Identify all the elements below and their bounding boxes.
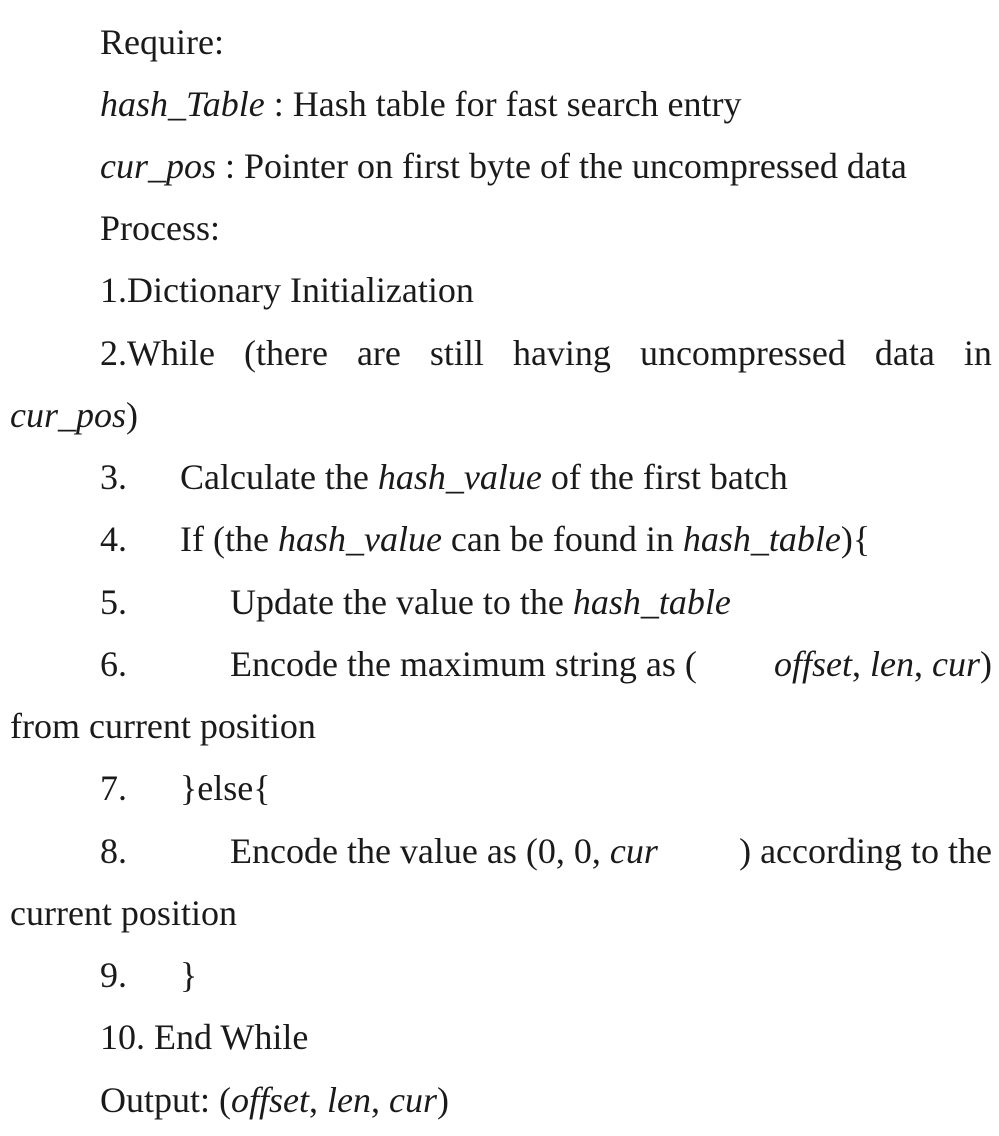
step-6-continuation: from current position [10, 706, 316, 746]
step-text: Update the value to the [230, 582, 573, 622]
hash-table-param [100, 86, 742, 122]
hash-value-var: hash_value [377, 457, 542, 497]
hash-table-desc: : Hash table for fast search entry [264, 84, 742, 124]
output-label: Output: ( [100, 1080, 231, 1120]
step-9 [100, 957, 197, 993]
step-1: 1.Dictionary Initialization [100, 270, 474, 310]
step-4 [100, 521, 870, 557]
step-6-body [230, 646, 992, 682]
step-number: 3. [100, 457, 127, 497]
len-var: len [870, 644, 914, 684]
tuple-sep: , [309, 1080, 327, 1120]
step-5 [100, 584, 731, 620]
step-text: } [180, 955, 198, 995]
tuple-sep: , [852, 644, 871, 684]
step-2-word: having [512, 333, 611, 373]
require-label: Require: [100, 22, 224, 62]
cur-pos-var: cur_pos [100, 146, 216, 186]
step-2-word: uncompressed [639, 333, 846, 373]
output-line [100, 1082, 449, 1118]
cur-var: cur [932, 644, 980, 684]
step-2-word: in [963, 333, 992, 373]
step-text: ) according to the [739, 831, 992, 871]
step-2-word: data [874, 333, 935, 373]
step-text [230, 833, 658, 869]
step-text: }else{ [180, 768, 271, 808]
step-number: 5. [100, 582, 127, 622]
step-number: 6. [100, 644, 127, 684]
step-2-continuation [10, 397, 138, 433]
step-number: 4. [100, 519, 127, 559]
step-10: 10. End While [100, 1017, 309, 1057]
step-number: 8. [100, 831, 127, 871]
step-text: ){ [840, 519, 871, 559]
step-2-word: 2.While [100, 333, 215, 373]
hash-table-var: hash_table [682, 519, 841, 559]
step-8 [100, 833, 992, 869]
step-8-continuation: current position [10, 893, 237, 933]
cur-var: cur [609, 831, 658, 871]
cur-pos-desc: : Pointer on first byte of the uncompressed data [216, 146, 907, 186]
tuple-sep: , [914, 644, 932, 684]
paren-close: ) [436, 1080, 449, 1120]
hash-value-var: hash_value [277, 519, 442, 559]
step-2-word: still [429, 333, 484, 373]
tuple-sep: , [370, 1080, 389, 1120]
step-text: of the first batch [541, 457, 788, 497]
step-number: 9. [100, 955, 127, 995]
step-2-word: (there [243, 333, 328, 373]
step-6 [100, 646, 992, 682]
cur-pos-param [100, 148, 907, 184]
step-text: If (the [180, 519, 278, 559]
offset-var: offset [231, 1080, 309, 1120]
step-text: can be found in [441, 519, 683, 559]
offset-var: offset [774, 644, 853, 684]
process-label: Process: [100, 208, 220, 248]
hash-table-var: hash_Table [100, 84, 265, 124]
step-2-word: are [356, 333, 401, 373]
step-6-tuple [774, 646, 992, 682]
step-text: Encode the maximum string as ( [230, 644, 697, 684]
len-var: len [327, 1080, 371, 1120]
paren-close: ) [126, 395, 138, 435]
paren-close: ) [980, 644, 992, 684]
cur-var: cur [388, 1080, 437, 1120]
step-7 [100, 770, 271, 806]
step-text: Calculate the [180, 457, 378, 497]
step-3 [100, 459, 788, 495]
step-number: 7. [100, 768, 127, 808]
cur-pos-var: cur_pos [10, 395, 126, 435]
step-text-part: Encode the value as (0, 0, [230, 831, 610, 871]
step-2 [100, 335, 992, 371]
hash-table-var: hash_table [572, 582, 731, 622]
step-8-body [230, 833, 992, 869]
